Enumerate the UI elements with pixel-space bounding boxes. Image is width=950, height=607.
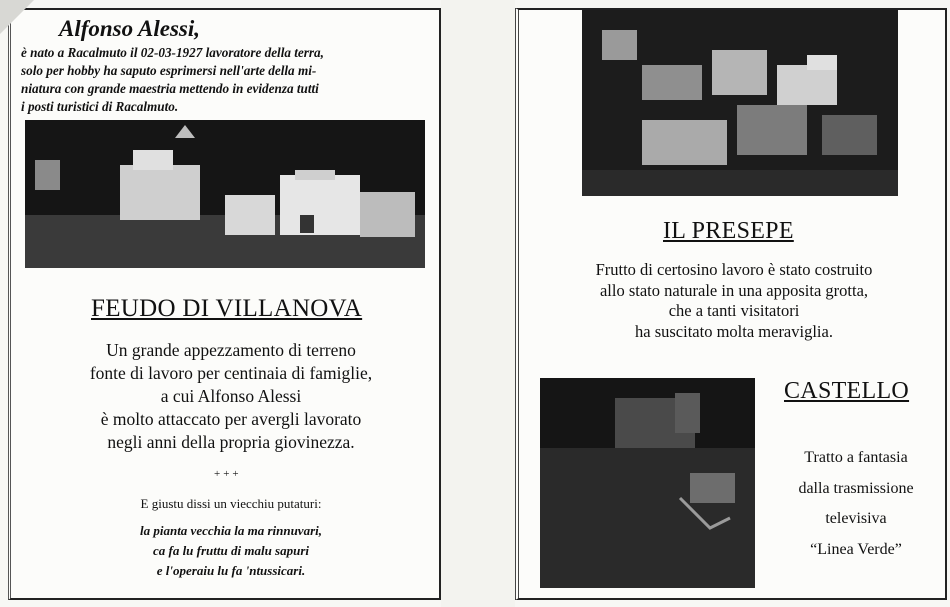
proverb-line: la pianta vecchia la ma rinnuvari, bbox=[139, 523, 322, 538]
body-line: ha suscitato molta meraviglia. bbox=[635, 321, 833, 341]
body-line: Un grande appezzamento di terreno bbox=[106, 340, 356, 360]
presepe-body bbox=[519, 260, 949, 342]
body-line: Frutto di certosino lavoro è stato costruito bbox=[595, 260, 873, 279]
intro-text bbox=[21, 44, 441, 116]
left-page bbox=[8, 8, 441, 600]
caption-line: televisiva bbox=[825, 510, 887, 527]
intro-line: solo per hobby ha saputo esprimersi nell'arte della mi- bbox=[21, 63, 317, 78]
proverb-intro: E giustu dissi un viecchiu putaturi: bbox=[140, 496, 322, 511]
right-page bbox=[515, 8, 947, 600]
intro-line: niatura con grande maestria mettendo in evidenza tutti bbox=[21, 81, 319, 96]
villanova-miniature-photo bbox=[25, 120, 425, 268]
castello-heading: CASTELLO bbox=[784, 378, 910, 404]
body-line: allo stato naturale in una apposita grotta, bbox=[599, 280, 869, 300]
body-line: è molto attaccato per avergli lavorato bbox=[100, 409, 362, 429]
body-line: che a tanti visitatori bbox=[668, 301, 800, 320]
feudo-body bbox=[21, 339, 441, 454]
caption-line: dalla trasmissione bbox=[798, 479, 914, 497]
proverb-line: e l'operaiu lu fa 'ntussicari. bbox=[156, 563, 306, 578]
body-line: fonte di lavoro per centinaia di famiglie, bbox=[89, 363, 373, 383]
proverb-line: ca fa lu fruttu di malu sapuri bbox=[152, 543, 310, 558]
ornament: +++ bbox=[214, 468, 242, 480]
intro-line: è nato a Racalmuto il 02-03-1927 lavoratore della terra, bbox=[21, 45, 324, 60]
intro-name: Alfonso Alessi, bbox=[59, 16, 201, 41]
village-miniature-photo bbox=[582, 10, 898, 196]
feudo-heading: FEUDO DI VILLANOVA bbox=[91, 295, 363, 322]
proverb-verse bbox=[21, 521, 441, 581]
page-corner-fold bbox=[0, 0, 34, 34]
page-gutter bbox=[441, 0, 515, 607]
body-line: a cui Alfonso Alessi bbox=[160, 386, 302, 406]
body-line: negli anni della propria giovinezza. bbox=[107, 432, 355, 452]
castello-caption bbox=[766, 443, 946, 565]
presepe-heading: IL PRESEPE bbox=[663, 218, 794, 244]
caption-line: Tratto a fantasia bbox=[804, 449, 908, 466]
intro-line: i posti turistici di Racalmuto. bbox=[21, 99, 179, 114]
caption-line: “Linea Verde” bbox=[810, 540, 902, 558]
castle-miniature-photo bbox=[540, 378, 755, 588]
